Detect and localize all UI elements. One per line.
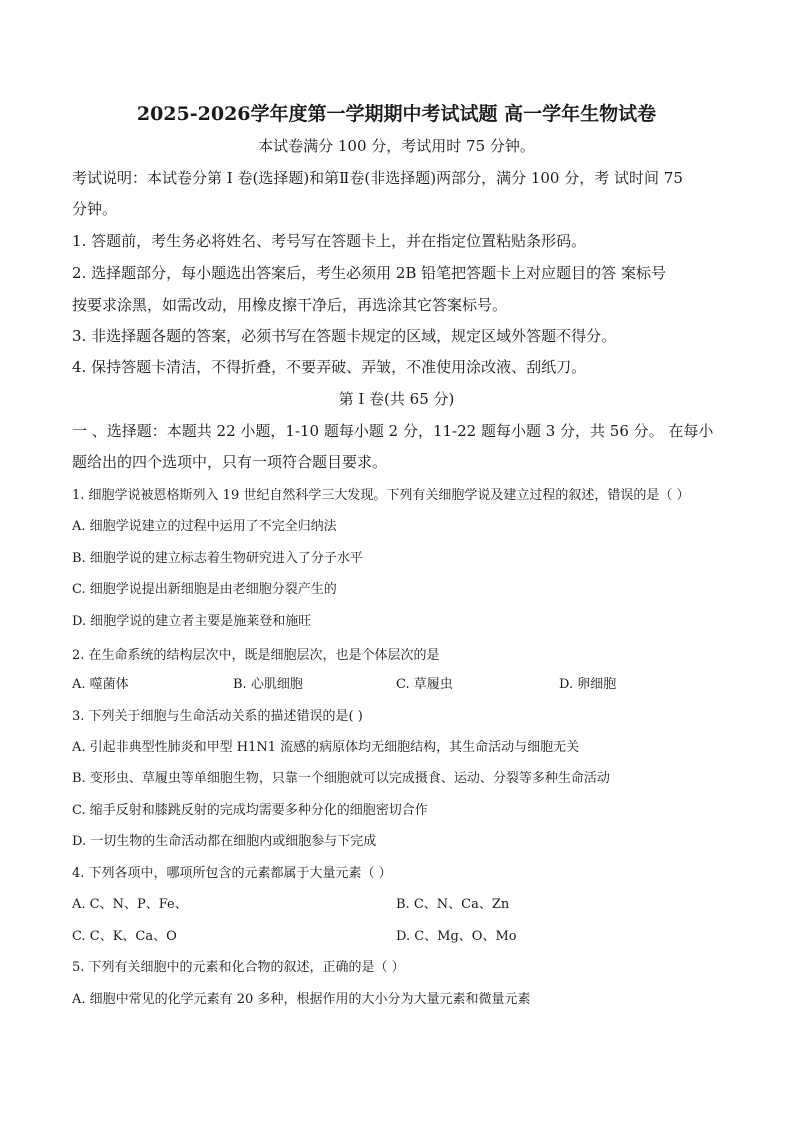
question-2-stem: 2. 在生命系统的结构层次中，既是细胞层次，也是个体层次的是 xyxy=(72,648,440,663)
question-3-option-d: D. 一切生物的生命活动都在细胞内或细胞参与下完成 xyxy=(72,834,377,849)
question-1-option-d: D. 细胞学说的建立者主要是施莱登和施旺 xyxy=(72,614,312,629)
question-1-option-a: A. 细胞学说建立的过程中运用了不完全归纳法 xyxy=(72,519,337,534)
instruction-item-1: 1. 答题前，考生务必将姓名、考号写在答题卡上，并在指定位置粘贴条形码。 xyxy=(72,232,587,250)
question-4-option-b: B. C、N、Ca、Zn xyxy=(396,897,510,912)
instruction-item-2-line1: 2. 选择题部分，每小题选出答案后，考生必须用 2B 铅笔把答题卡上对应题目的答 案标号 xyxy=(72,264,666,282)
question-2-option-d: D. 卵细胞 xyxy=(559,677,617,692)
question-2-option-c: C. 草履虫 xyxy=(396,677,453,692)
question-1-option-c: C. 细胞学说提出新细胞是由老细胞分裂产生的 xyxy=(72,582,337,597)
exam-note-line1: 考试说明：本试卷分第 I 卷(选择题)和第Ⅱ卷(非选择题)两部分，满分 100 分，考 试时间 75 xyxy=(72,169,683,187)
section-intro-line1: 一 、选择题：本题共 22 小题，1-10 题每小题 2 分，11-22 题每小题 3 分，共 56 分。 在每小 xyxy=(72,422,714,440)
question-5-stem: 5. 下列有关细胞中的元素和化合物的叙述，正确的是（ ） xyxy=(72,960,405,975)
question-3-option-c: C. 缩手反射和膝跳反射的完成均需要多种分化的细胞密切合作 xyxy=(72,803,428,818)
question-4-option-a: A. C、N、P、Fe、 xyxy=(72,897,188,912)
page-title: 2025-2026学年度第一学期期中考试试题 高一学年生物试卷 xyxy=(136,103,657,125)
question-1-option-b: B. 细胞学说的建立标志着生物研究进入了分子水平 xyxy=(72,551,363,566)
exam-note-line2: 分钟。 xyxy=(72,200,118,218)
question-4-option-d: D. C、Mg、O、Mo xyxy=(396,929,517,944)
question-4-stem: 4. 下列各项中，哪项所包含的元素都属于大量元素（ ） xyxy=(72,866,392,881)
instruction-item-2-line2: 按要求涂黑，如需改动，用橡皮擦干净后，再选涂其它答案标号。 xyxy=(72,296,508,314)
section-heading: 第 I 卷(共 65 分) xyxy=(338,390,455,408)
question-2-option-a: A. 噬菌体 xyxy=(72,677,129,692)
question-2-option-b: B. 心肌细胞 xyxy=(233,677,303,692)
instruction-item-4: 4. 保持答题卡清洁，不得折叠，不要弄破、弄皱，不准使用涂改液、刮纸刀。 xyxy=(72,358,587,376)
question-3-option-b: B. 变形虫、草履虫等单细胞生物，只靠一个细胞就可以完成摄食、运动、分裂等多种生命活动 xyxy=(72,771,610,786)
question-1-stem: 1. 细胞学说被恩格斯列入 19 世纪自然科学三大发现。下列有关细胞学说及建立过程的叙述，错误的是（ ） xyxy=(72,488,690,503)
question-4-option-c: C. C、K、Ca、O xyxy=(72,929,177,944)
instruction-item-3: 3. 非选择题各题的答案，必须书写在答题卡规定的区域，规定区域外答题不得分。 xyxy=(72,327,617,345)
section-intro-line2: 题给出的四个选项中，只有一项符合题目要求。 xyxy=(72,453,388,471)
exam-subtitle: 本试卷满分 100 分，考试用时 75 分钟。 xyxy=(258,137,535,155)
question-3-option-a: A. 引起非典型性肺炎和甲型 H1N1 流感的病原体均无细胞结构，其生命活动与细胞无关 xyxy=(72,740,580,755)
question-3-stem: 3. 下列关于细胞与生命活动关系的描述错误的是( ) xyxy=(72,709,363,724)
question-5-option-a: A. 细胞中常见的化学元素有 20 多种，根据作用的大小分为大量元素和微量元素 xyxy=(72,992,531,1007)
